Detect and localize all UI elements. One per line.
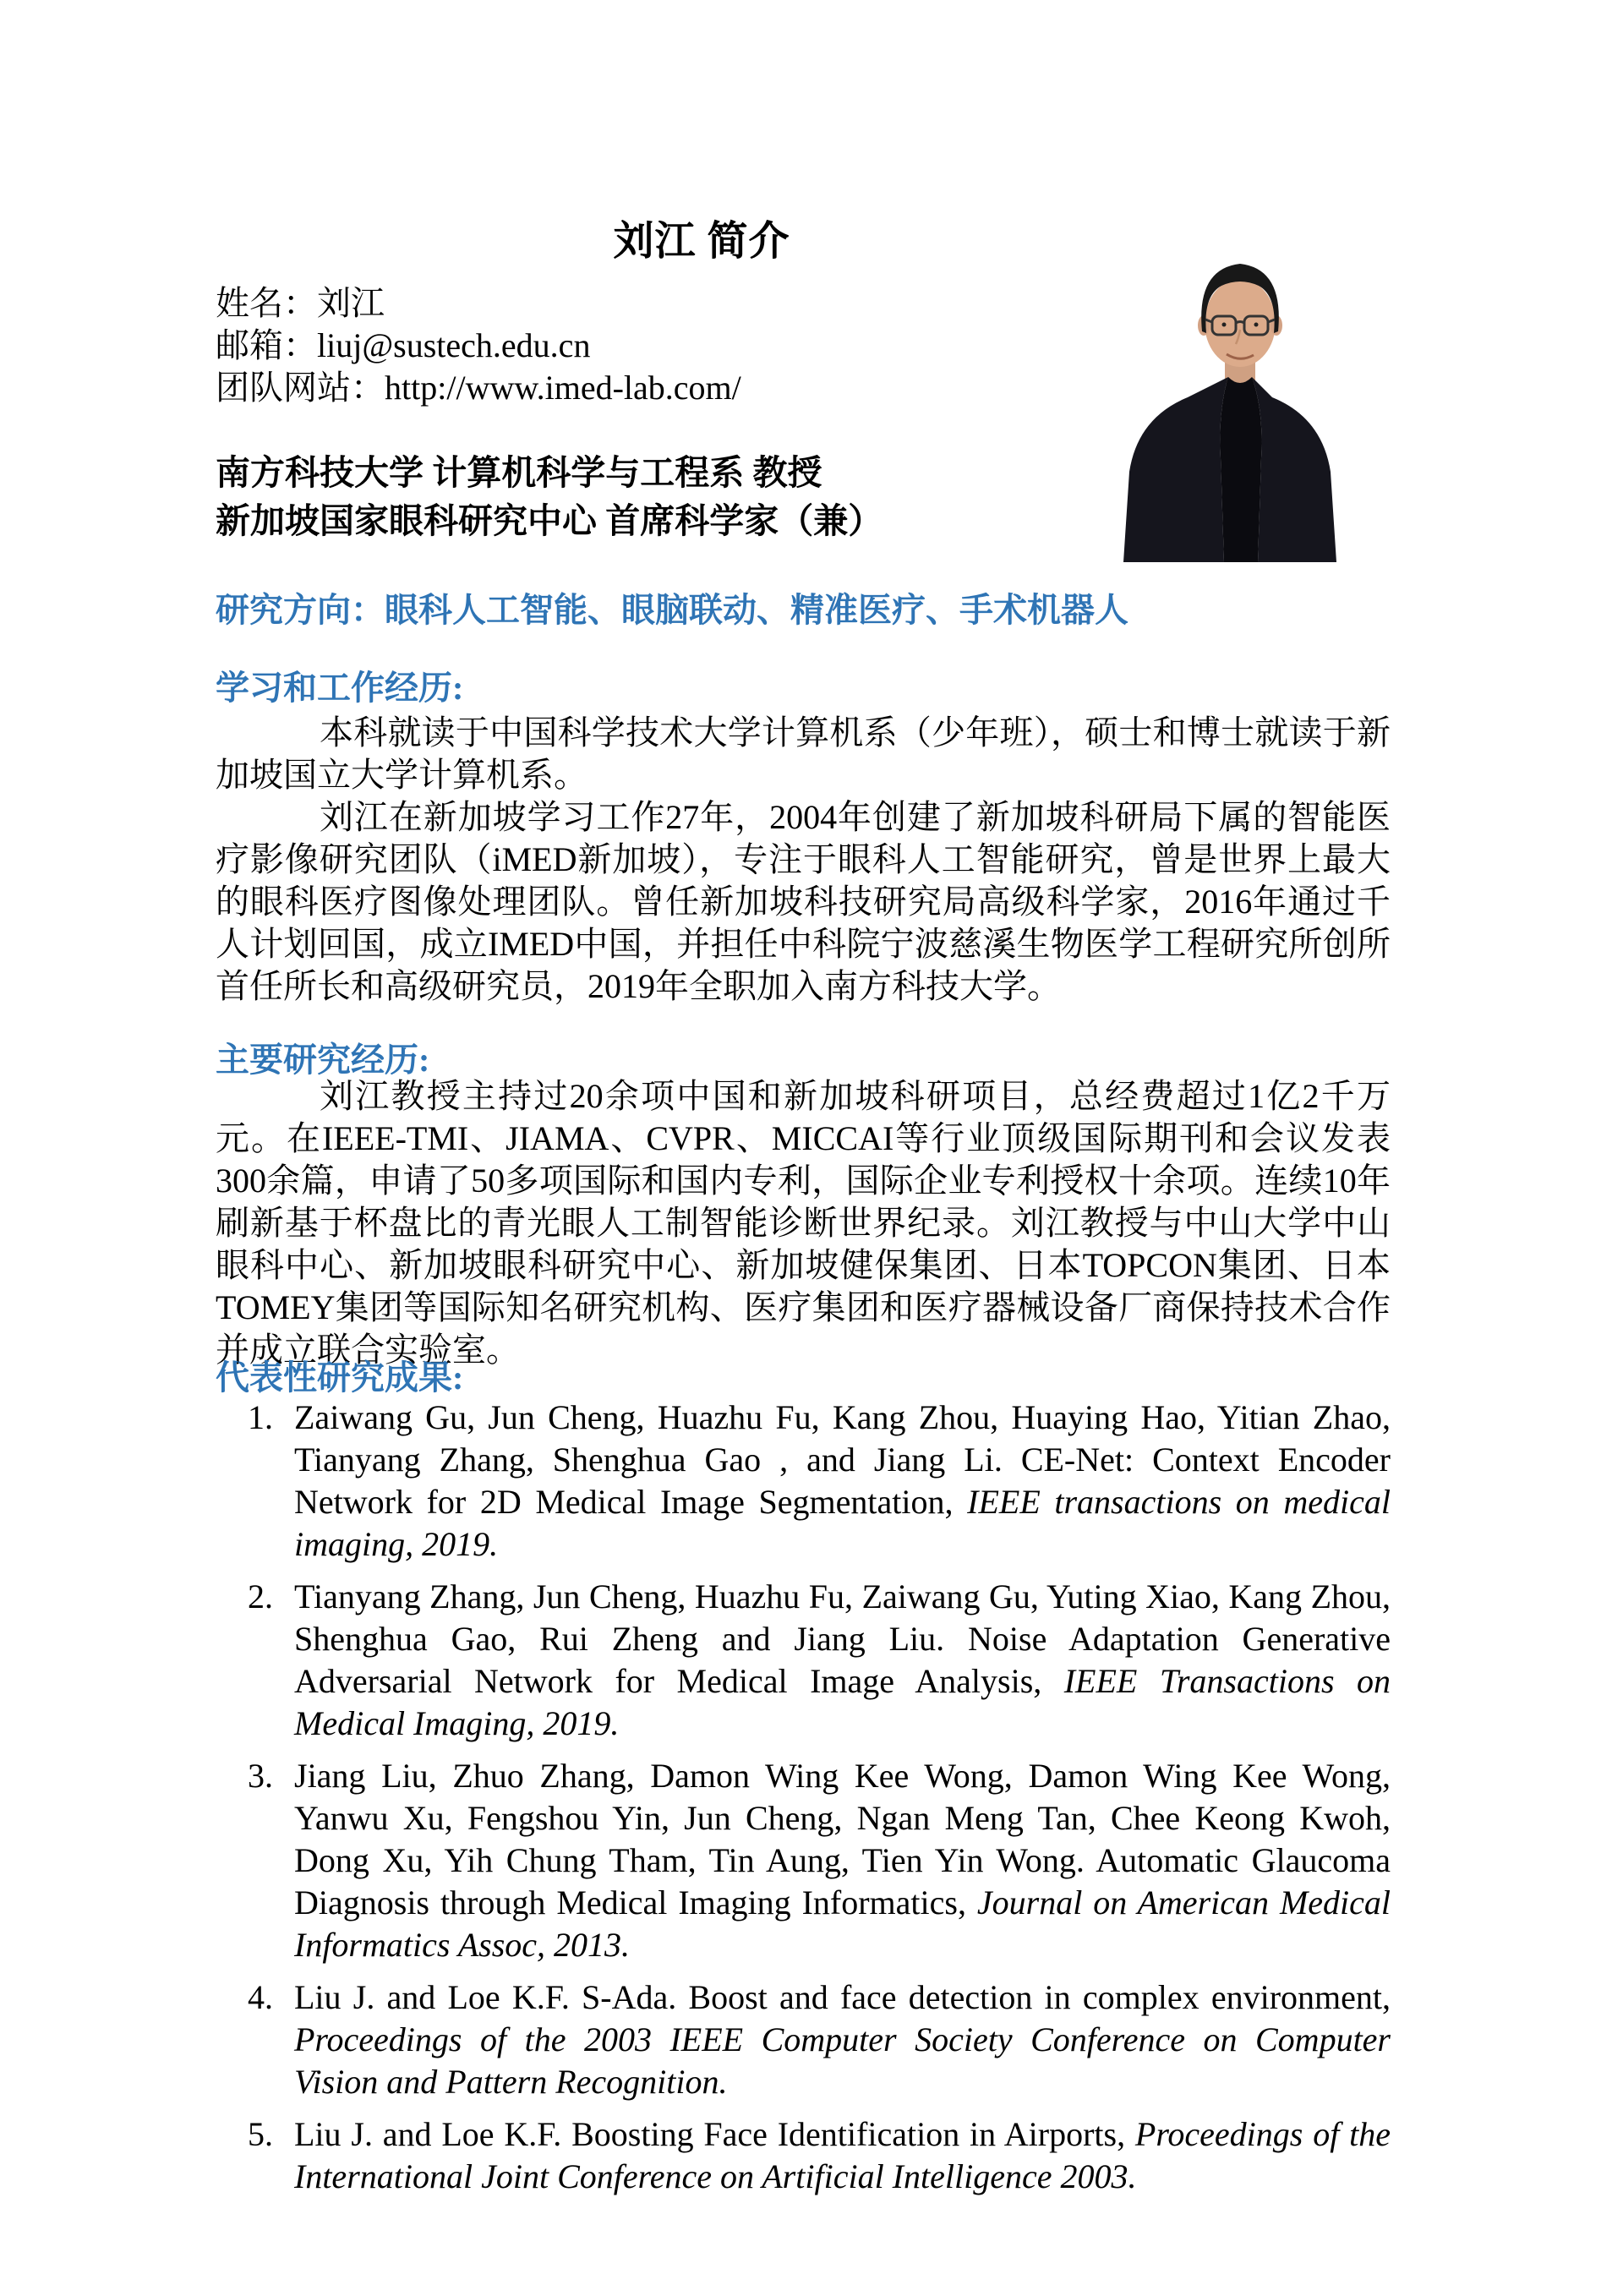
research-direction-label: 研究方向： [216,591,385,629]
contact-block [216,282,741,409]
name-label: 姓名： [216,284,317,322]
publication-number: 3. [248,1757,273,1795]
publication-item [216,1397,1391,1566]
section-heading-publications: 代表性研究成果: [216,1358,464,1397]
publication-venue: IEEE Transactions on Medical Imaging, 2019. [294,1662,1391,1742]
publication-text: Liu J. and Loe K.F. S-Ada. Boost and face detection in complex environment, [294,1978,1391,2016]
email-label: 邮箱： [216,326,317,364]
section-heading-research: 主要研究经历: [216,1041,430,1079]
contact-email-row [216,325,741,367]
publication-item [216,1976,1391,2103]
publication-item [216,2113,1391,2198]
publication-number: 1. [248,1398,273,1436]
profile-photo [1103,237,1357,562]
publication-venue: Journal on American Medical Informatics Assoc, 2013. [294,1883,1391,1964]
publication-text: Zaiwang Gu, Jun Cheng, Huazhu Fu, Kang Zhou, Huaying Hao, Yitian Zhao, Tianyang Zhang, Shenghua Gao , and Jiang Li. CE-Net: Context Encoder Network for 2D Medical Image Segmentation, [294,1398,1391,1521]
publication-text: Jiang Liu, Zhuo Zhang, Damon Wing Kee Wong, Damon Wing Kee Wong, Yanwu Xu, Fengshou Yin, Jun Cheng, Ngan Meng Tan, Chee Keong Kwoh, Dong Xu, Yih Chung Tham, Tin Aung, Tien Yin Wong. Automatic Glaucoma Diagnosis through Medical Imaging Informatics, [294,1757,1391,1922]
publication-venue: IEEE transactions on medical imaging, 2019. [294,1483,1391,1563]
team-website-link[interactable]: http://www.imed-lab.com/ [385,369,741,407]
publication-item [216,1755,1391,1966]
page-title: 刘江 简介 [613,219,790,264]
publication-text: Liu J. and Loe K.F. Boosting Face Identification in Airports, [294,2115,1135,2153]
education-paragraphs [216,712,1391,1008]
affiliation-line-2: 新加坡国家眼科研究中心 首席科学家（兼） [216,501,883,540]
education-paragraph-2: 刘江在新加坡学习工作27年，2004年创建了新加坡科研局下属的智能医疗影像研究团队（iMED新加坡），专注于眼科人工智能研究，曾是世界上最大的眼科医疗图像处理团队。曾任新加坡科技研究局高级科学家，2016年通过千人计划回国，成立IMED中国，并担任中科院宁波慈溪生物医学工程研究所创所首任所长和高级研究员，2019年全职加入南方科技大学。 [216,798,1391,1005]
research-paragraphs [216,1075,1391,1371]
research-direction-line [216,583,1128,631]
portrait-illustration [1103,237,1357,562]
publication-number: 4. [248,1978,273,2016]
publications-list [216,1397,1391,2208]
email-link[interactable]: liuj@sustech.edu.cn [317,326,591,364]
research-direction-value: 眼科人工智能、眼脑联动、精准医疗、手术机器人 [385,591,1128,629]
publication-venue: Proceedings of the International Joint Conference on Artificial Intelligence 2003. [294,2115,1391,2195]
contact-website-row [216,367,741,409]
publication-item [216,1576,1391,1745]
name-value: 刘江 [317,284,385,322]
publication-venue: Proceedings of the 2003 IEEE Computer Society Conference on Computer Vision and Pattern Recognition. [294,2020,1391,2101]
affiliations-block [216,449,883,545]
education-paragraph-1: 本科就读于中国科学技术大学计算机系（少年班），硕士和博士就读于新加坡国立大学计算机系。 [216,713,1391,794]
contact-name-row [216,282,741,325]
publication-number: 5. [248,2115,273,2153]
section-heading-education: 学习和工作经历: [216,669,464,707]
website-label: 团队网站： [216,369,385,407]
publication-number: 2. [248,1577,273,1615]
research-paragraph-1: 刘江教授主持过20余项中国和新加坡科研项目，总经费超过1亿2千万元。在IEEE-TMI、JIAMA、CVPR、MICCAI等行业顶级国际期刊和会议发表300余篇，申请了50多项国际和国内专利，国际企业专利授权十余项。连续10年刷新基于杯盘比的青光眼人工制智能诊断世界纪录。刘江教授与中山大学中山眼科中心、新加坡眼科研究中心、新加坡健保集团、日本TOPCON集团、日本TOMEY集团等国际知名研究机构、医疗集团和医疗器械设备厂商保持技术合作并成立联合实验室。 [216,1077,1391,1369]
publication-text: Tianyang Zhang, Jun Cheng, Huazhu Fu, Zaiwang Gu, Yuting Xiao, Kang Zhou, Shenghua Gao, Rui Zheng and Jiang Liu. Noise Adaptation Generative Adversarial Network for Medical Image Analysis, [294,1577,1391,1700]
affiliation-line-1: 南方科技大学 计算机科学与工程系 教授 [216,453,822,492]
